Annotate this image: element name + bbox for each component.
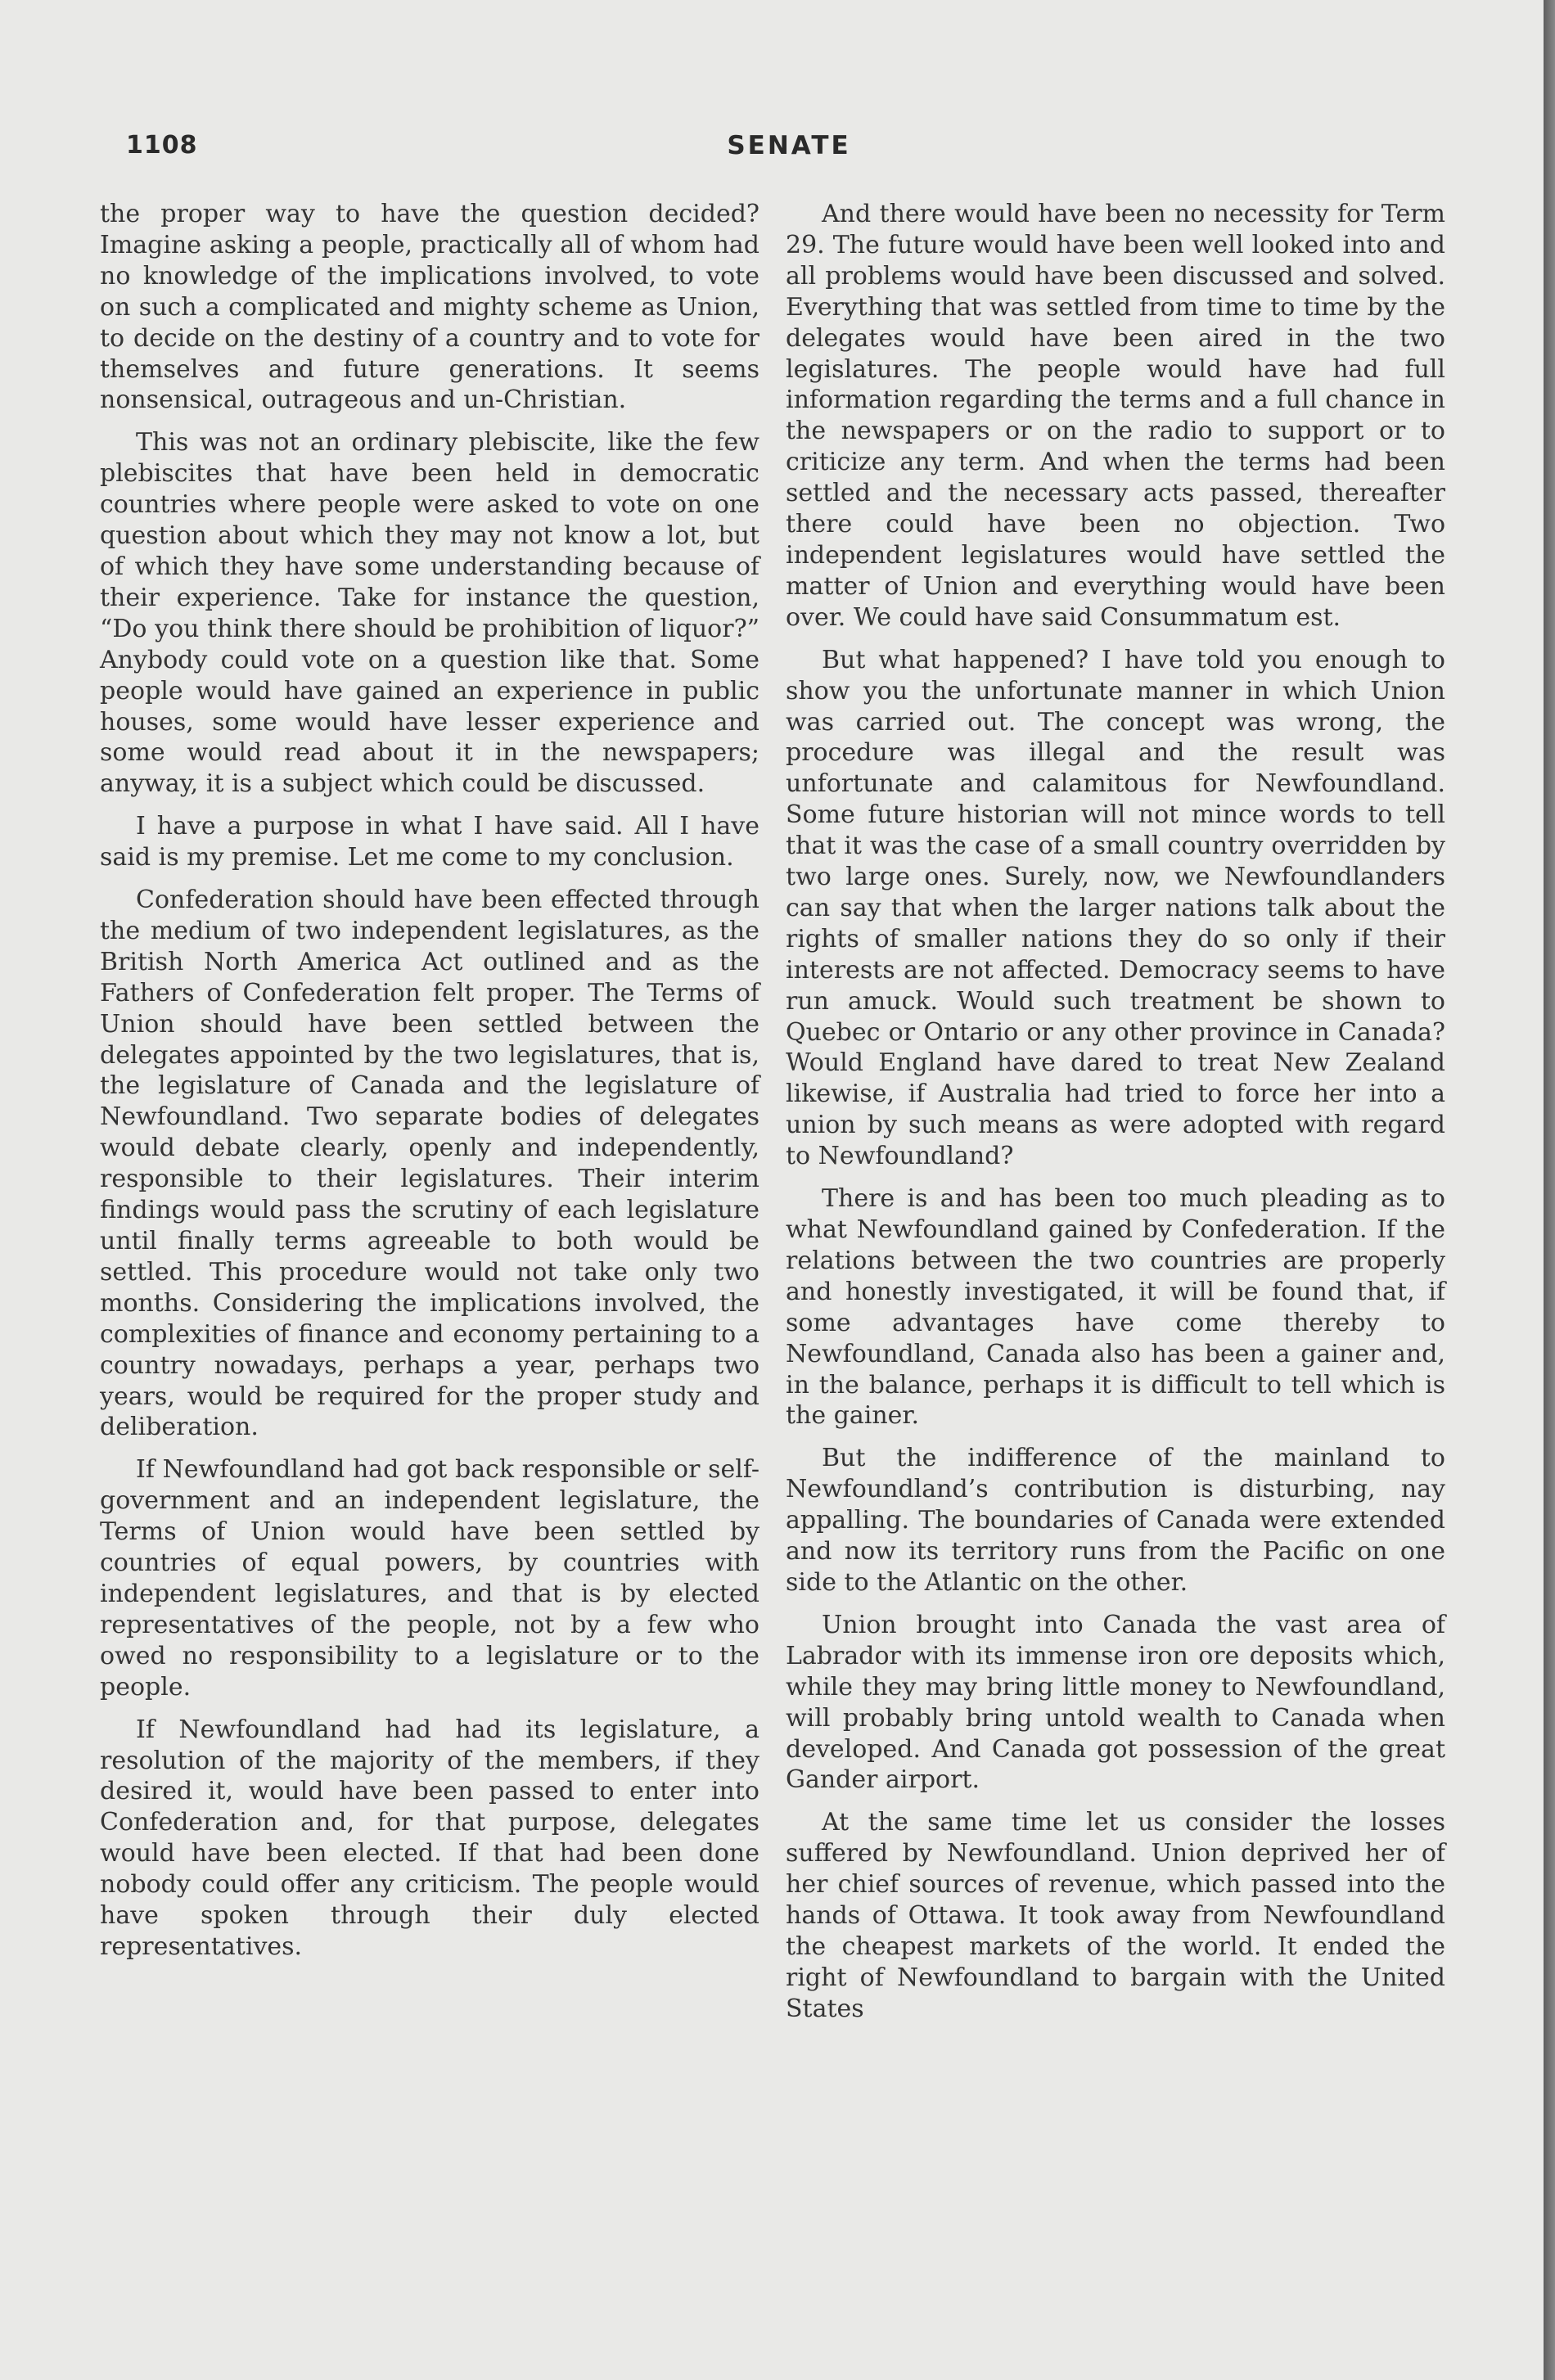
section-title: SENATE xyxy=(727,131,851,160)
paragraph: But what happened? I have told you enough to show you the unfortunate manner in which Union was carried out. The concept was wrong, the procedure was illegal and the result was unfortunate and calamitous for Newfoundland. Some future historian will not mince words to tell that it was the case of a small country overridden by two large ones. Surely, now, we Newfoundlanders can say that when the larger nations talk about the rights of smaller nations they do so only if their interests are not affected. Democracy seems to have run amuck. Would such treatment be shown to Quebec or Ontario or any other province in Canada? Would England have dared to treat New Zealand likewise, if Australia had tried to force her into a union by such means as were adopted with regard to Newfoundland? xyxy=(786,645,1445,1171)
paragraph: Confederation should have been effected through the medium of two independent legislatures, as the British North America Act outlined and as the Fathers of Confederation felt proper. The Terms of Union should have been settled between the delegates appointed by the two legislatures, that is, the legislature of Canada and the legislature of Newfoundland. Two separate bodies of delegates would debate clearly, openly and independently, responsible to their legislatures. Their interim findings would pass the scrutiny of each legislature until finally terms agreeable to both would be settled. This procedure would not take only two months. Considering the implications involved, the complexities of finance and economy pertaining to a country nowadays, perhaps a year, perhaps two years, would be required for the proper study and deliberation. xyxy=(100,886,759,1442)
left-column xyxy=(100,199,759,1974)
paragraph: But the indifference of the mainland to Newfoundland’s contribution is disturbing, nay appalling. The boundaries of Canada were extended and now its territory runs from the Pacific on one side to the Atlantic on the other. xyxy=(786,1444,1445,1597)
paragraph: If Newfoundland had had its legislature, a resolution of the majority of the members, if they desired it, would have been passed to enter into Confederation and, for that purpose, delegates would have been elected. If that had been done nobody could offer any criticism. The people would have spoken through their duly elected representatives. xyxy=(100,1715,759,1961)
paragraph: I have a purpose in what I have said. All I have said is my premise. Let me come to my conclusion. xyxy=(100,812,759,872)
paragraph: At the same time let us consider the losses suffered by Newfoundland. Union deprived her of her chief sources of revenue, which passed into the hands of Ottawa. It took away from Newfoundland the cheapest markets of the world. It ended the right of Newfoundland to bargain with the United States xyxy=(786,1808,1445,2023)
paragraph: the proper way to have the question decided? Imagine asking a people, practically all of whom had no knowledge of the implications involved, to vote on such a complicated and mighty scheme as Union, to decide on the destiny of a country and to vote for themselves and future generations. It seems nonsensical, outrageous and un-Christian. xyxy=(100,200,759,415)
paragraph: This was not an ordinary plebiscite, like the few plebiscites that have been held in democratic countries where people were asked to vote on one question about which they may not know a lot, but of which they have some understanding because of their experience. Take for instance the question, “Do you think there should be prohibition of liquor?” Anybody could vote on a question like that. Some people would have gained an experience in public houses, some would have lesser experience and some would read about it in the newspapers; anyway, it is a subject which could be discussed. xyxy=(100,428,759,799)
paragraph: There is and has been too much pleading as to what Newfoundland gained by Confederation. If the relations between the two countries are properly and honestly investigated, it will be found that, if some advantages have come thereby to Newfoundland, Canada also has been a gainer and, in the balance, perhaps it is difficult to tell which is the gainer. xyxy=(786,1184,1445,1431)
scan-edge xyxy=(1544,0,1555,2380)
running-head xyxy=(126,131,1452,172)
right-column xyxy=(786,199,1445,2036)
paragraph: If Newfoundland had got back responsible or self-government and an independent legislature, the Terms of Union would have been settled by countries of equal powers, by countries with independent legislatures, and that is by elected representatives of the people, not by a few who owed no responsibility to a legislature or to the people. xyxy=(100,1455,759,1702)
paragraph: Union brought into Canada the vast area of Labrador with its immense iron ore deposits which, while they may bring little money to Newfoundland, will probably bring untold wealth to Canada when developed. And Canada got possession of the great Gander airport. xyxy=(786,1610,1445,1795)
paragraph: And there would have been no necessity for Term 29. The future would have been well looked into and all problems would have been discussed and solved. Everything that was settled from time to time by the delegates would have been aired in the two legislatures. The people would have had full information regarding the terms and a full chance in the newspapers or on the radio to support or to criticize any term. And when the terms had been settled and the necessary acts passed, thereafter there could have been no objection. Two independent legislatures would have settled the matter of Union and everything would have been over. We could have said Consummatum est. xyxy=(786,200,1445,632)
page-number: 1108 xyxy=(126,131,198,160)
